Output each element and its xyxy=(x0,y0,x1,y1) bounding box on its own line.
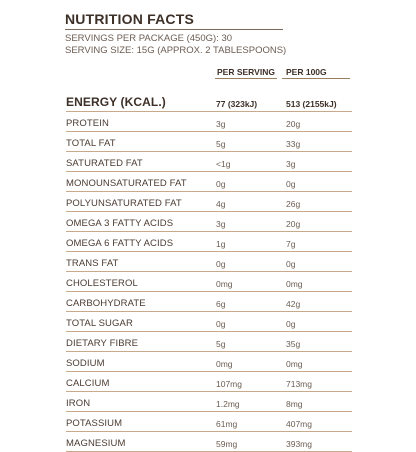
per-100g-value: 0mg xyxy=(286,359,303,369)
per-serving-value: 0g xyxy=(216,179,226,189)
per-100g-value: 26g xyxy=(286,199,301,209)
nutrient-label: POLYUNSATURATED FAT xyxy=(66,198,182,209)
serving-size: SERVING SIZE: 15G (APPROX. 2 TABLESPOONS) xyxy=(65,45,287,56)
servings-per-package: SERVINGS PER PACKAGE (450G): 30 xyxy=(65,33,233,44)
per-100g-value: 0g xyxy=(286,179,296,189)
nutrient-label: SODIUM xyxy=(66,358,105,369)
per-serving-value: 5g xyxy=(216,139,226,149)
per-100g-value: 393mg xyxy=(286,439,312,449)
table-row xyxy=(66,132,352,152)
nutrient-label: DIETARY FIBRE xyxy=(66,338,139,349)
per-serving-value: 5g xyxy=(216,339,226,349)
per-100g-value: 35g xyxy=(286,339,301,349)
nutrient-label: CALCIUM xyxy=(66,378,110,389)
per-100g-value: 407mg xyxy=(286,419,312,429)
table-row xyxy=(66,352,352,372)
nutrient-label: MAGNESIUM xyxy=(66,438,126,449)
title-divider xyxy=(65,29,283,30)
table-row xyxy=(66,372,352,392)
per-100g-value: 7g xyxy=(286,239,296,249)
page-title: NUTRITION FACTS xyxy=(65,11,194,27)
nutrient-label: CARBOHYDRATE xyxy=(66,298,146,309)
table-row xyxy=(66,252,352,272)
nutrient-label: IRON xyxy=(66,398,91,409)
nutrient-label: MONOUNSATURATED FAT xyxy=(66,178,187,189)
table-row xyxy=(66,272,352,292)
per-100g-value: 513 (2155kJ) xyxy=(286,99,337,109)
per-serving-value: 4g xyxy=(216,199,226,209)
nutrient-label: OMEGA 6 FATTY ACIDS xyxy=(66,238,174,249)
table-row xyxy=(66,192,352,212)
nutrient-label: PROTEIN xyxy=(66,118,109,129)
table-row xyxy=(66,292,352,312)
per-serving-value: 107mg xyxy=(216,379,242,389)
column-header-per-100g: PER 100G xyxy=(286,67,327,77)
nutrient-label: CHOLESTEROL xyxy=(66,278,138,289)
nutrient-label: ENERGY (KCAL.) xyxy=(66,95,166,109)
per-100g-value: 0g xyxy=(286,319,296,329)
nutrient-label: TRANS FAT xyxy=(66,258,119,269)
per-100g-value: 20g xyxy=(286,219,301,229)
nutrient-label: OMEGA 3 FATTY ACIDS xyxy=(66,218,174,229)
per-serving-value: 61mg xyxy=(216,419,238,429)
per-100g-value: 3g xyxy=(286,159,296,169)
table-row xyxy=(66,392,352,412)
per-serving-value: 6g xyxy=(216,299,226,309)
per-serving-value: 0mg xyxy=(216,279,233,289)
table-row xyxy=(66,312,352,332)
table-row xyxy=(66,212,352,232)
per-serving-value: 1.2mg xyxy=(216,399,240,409)
per-serving-value: 0g xyxy=(216,259,226,269)
nutrient-label: POTASSIUM xyxy=(66,418,123,429)
nutrient-label: TOTAL FAT xyxy=(66,138,116,149)
per-serving-value: 0g xyxy=(216,319,226,329)
energy-row xyxy=(66,89,352,112)
table-row xyxy=(66,412,352,432)
per-serving-value: 0mg xyxy=(216,359,233,369)
nutrition-table xyxy=(66,89,352,452)
per-100g-value: 0g xyxy=(286,259,296,269)
per-serving-value: 59mg xyxy=(216,439,238,449)
table-row xyxy=(66,432,352,452)
per-100g-value: 20g xyxy=(286,119,301,129)
per-serving-value: 3g xyxy=(216,219,226,229)
per-serving-value: <1g xyxy=(216,159,231,169)
column-header-divider xyxy=(215,78,277,79)
table-row xyxy=(66,332,352,352)
nutrient-label: TOTAL SUGAR xyxy=(66,318,133,329)
table-row xyxy=(66,232,352,252)
per-100g-value: 713mg xyxy=(286,379,312,389)
per-100g-value: 42g xyxy=(286,299,301,309)
table-row xyxy=(66,112,352,132)
per-serving-value: 3g xyxy=(216,119,226,129)
column-header-per-serving: PER SERVING xyxy=(217,67,275,77)
per-100g-value: 33g xyxy=(286,139,301,149)
table-row xyxy=(66,172,352,192)
column-header-divider xyxy=(282,78,350,79)
nutrient-label: SATURATED FAT xyxy=(66,158,143,169)
table-row xyxy=(66,152,352,172)
per-serving-value: 1g xyxy=(216,239,226,249)
per-serving-value: 77 (323kJ) xyxy=(216,99,258,109)
per-100g-value: 8mg xyxy=(286,399,303,409)
per-100g-value: 0mg xyxy=(286,279,303,289)
